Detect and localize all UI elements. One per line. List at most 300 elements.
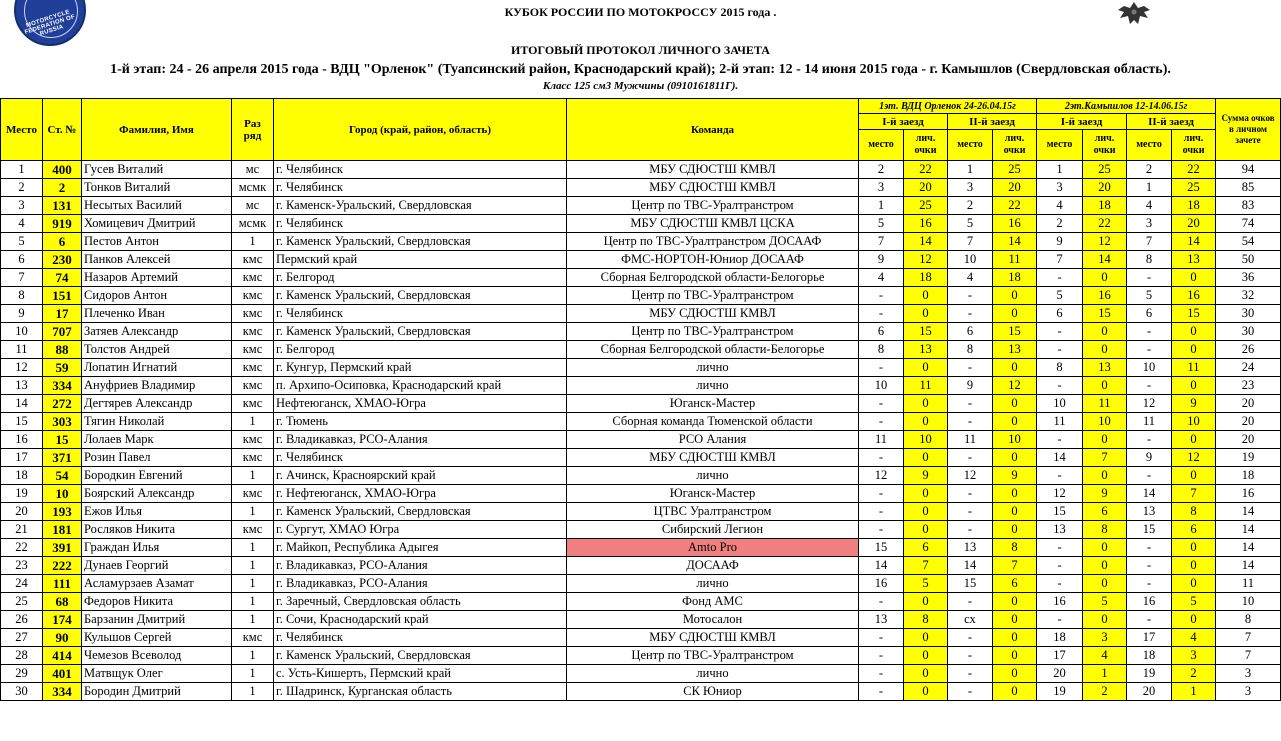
stages-subtitle: 1-й этап: 24 - 26 апреля 2015 года - ВДЦ "Орленок" (Туапсинский район, Краснодарский край); 2-й этап: 12 - 14 июня 2015 года - г. Камышлов (Свердловская область).: [110, 62, 1171, 77]
table-row: [1, 305, 1281, 323]
rider-name-cell: Тонков Виталий: [82, 179, 232, 197]
start-number-cell: 111: [43, 575, 82, 593]
table-row: [1, 665, 1281, 683]
s2r2-pts-cell: 0: [1172, 323, 1216, 341]
sum-cell: 20: [1216, 395, 1281, 413]
s2r2-pos-cell: 3: [1127, 215, 1172, 233]
s2r1-pos-cell: -: [1037, 467, 1083, 485]
table-row: [1, 269, 1281, 287]
rank-cell: 1: [232, 539, 274, 557]
rank-cell: кмс: [232, 287, 274, 305]
s1r2-pos-cell: -: [948, 683, 993, 701]
s1r2-pts-cell: 16: [993, 215, 1037, 233]
s1r2-pts-cell: 11: [993, 251, 1037, 269]
rider-name-cell: Несытых Василий: [82, 197, 232, 215]
s2r1-pos-cell: -: [1037, 431, 1083, 449]
rank-cell: 1: [232, 503, 274, 521]
s1r2-pts-cell: 18: [993, 269, 1037, 287]
s1r2-pos-cell: -: [948, 665, 993, 683]
s2r2-pos-cell: -: [1127, 611, 1172, 629]
s1r1-pts-cell: 0: [904, 305, 948, 323]
s2r1-pos-cell: 6: [1037, 305, 1083, 323]
sum-cell: 85: [1216, 179, 1281, 197]
sum-cell: 14: [1216, 557, 1281, 575]
team-cell: Центр по ТВС-Уралтранстром: [567, 287, 859, 305]
rank-cell: кмс: [232, 251, 274, 269]
s1r1-pts-cell: 0: [904, 503, 948, 521]
place-cell: 25: [1, 593, 43, 611]
table-row: [1, 377, 1281, 395]
s2r2-pos-cell: 12: [1127, 395, 1172, 413]
city-cell: г. Челябинск: [274, 305, 567, 323]
s2r1-pos-cell: -: [1037, 575, 1083, 593]
city-cell: г. Нефтеюганск, ХМАО-Югра: [274, 485, 567, 503]
s1r1-pos-cell: -: [859, 305, 904, 323]
s2r2-pts-cell: 10: [1172, 413, 1216, 431]
team-cell: Сибирский Легион: [567, 521, 859, 539]
rank-cell: кмс: [232, 395, 274, 413]
s2r2-pts-cell: 18: [1172, 197, 1216, 215]
s1r2-pts-cell: 0: [993, 395, 1037, 413]
table-row: [1, 215, 1281, 233]
team-cell: СК Юниор: [567, 683, 859, 701]
col-city: Город (край, район, область): [274, 99, 567, 161]
s2r2-pos-cell: -: [1127, 377, 1172, 395]
place-cell: 9: [1, 305, 43, 323]
s1r1-pos-cell: -: [859, 665, 904, 683]
s1r2-pts-cell: 0: [993, 629, 1037, 647]
team-cell: МБУ СДЮСТШ КМВЛ: [567, 305, 859, 323]
col-s1-run2: II-й заезд: [948, 114, 1037, 130]
s2r1-pts-cell: 0: [1083, 467, 1127, 485]
s1r1-pos-cell: -: [859, 395, 904, 413]
s2r2-pos-cell: 10: [1127, 359, 1172, 377]
s2r2-pos-cell: -: [1127, 467, 1172, 485]
place-cell: 29: [1, 665, 43, 683]
col-place: Место: [1, 99, 43, 161]
s1r2-pts-cell: 9: [993, 467, 1037, 485]
sum-cell: 19: [1216, 449, 1281, 467]
place-cell: 6: [1, 251, 43, 269]
s2r2-pts-cell: 6: [1172, 521, 1216, 539]
start-number-cell: 272: [43, 395, 82, 413]
table-row: [1, 467, 1281, 485]
rank-cell: 1: [232, 593, 274, 611]
table-row: [1, 683, 1281, 701]
sum-cell: 10: [1216, 593, 1281, 611]
s1r1-pts-cell: 18: [904, 269, 948, 287]
start-number-cell: 59: [43, 359, 82, 377]
place-cell: 5: [1, 233, 43, 251]
city-cell: г. Челябинск: [274, 629, 567, 647]
city-cell: г. Сургут, ХМАО Югра: [274, 521, 567, 539]
rank-cell: кмс: [232, 449, 274, 467]
place-cell: 18: [1, 467, 43, 485]
col-sum: Сумма очков в личном зачете: [1216, 99, 1281, 161]
place-cell: 24: [1, 575, 43, 593]
s1r2-pos-cell: -: [948, 503, 993, 521]
city-cell: Пермский край: [274, 251, 567, 269]
col-s2r1-pos: место: [1037, 130, 1083, 161]
place-cell: 1: [1, 161, 43, 179]
team-cell: Центр по ТВС-Уралтранстром ДОСААФ: [567, 233, 859, 251]
s2r1-pos-cell: 13: [1037, 521, 1083, 539]
s2r2-pos-cell: 17: [1127, 629, 1172, 647]
s1r2-pos-cell: сх: [948, 611, 993, 629]
table-row: [1, 485, 1281, 503]
s2r2-pts-cell: 0: [1172, 377, 1216, 395]
s2r1-pts-cell: 8: [1083, 521, 1127, 539]
table-row: [1, 197, 1281, 215]
s1r1-pts-cell: 10: [904, 431, 948, 449]
rank-cell: мс: [232, 161, 274, 179]
rider-name-cell: Панков Алексей: [82, 251, 232, 269]
s1r1-pts-cell: 13: [904, 341, 948, 359]
s2r1-pts-cell: 0: [1083, 377, 1127, 395]
s2r2-pos-cell: 16: [1127, 593, 1172, 611]
col-team: Команда: [567, 99, 859, 161]
place-cell: 28: [1, 647, 43, 665]
s1r2-pts-cell: 0: [993, 485, 1037, 503]
rider-name-cell: Назаров Артемий: [82, 269, 232, 287]
s2r1-pts-cell: 0: [1083, 431, 1127, 449]
s2r2-pts-cell: 22: [1172, 161, 1216, 179]
city-cell: г. Белгород: [274, 269, 567, 287]
team-cell: лично: [567, 377, 859, 395]
team-cell: Сборная команда Тюменской области: [567, 413, 859, 431]
s1r1-pts-cell: 16: [904, 215, 948, 233]
rank-cell: 1: [232, 233, 274, 251]
s2r1-pos-cell: 8: [1037, 359, 1083, 377]
rider-name-cell: Асламурзаев Азамат: [82, 575, 232, 593]
s2r2-pts-cell: 14: [1172, 233, 1216, 251]
s1r1-pos-cell: 10: [859, 377, 904, 395]
s2r2-pts-cell: 5: [1172, 593, 1216, 611]
rank-cell: 1: [232, 611, 274, 629]
s1r2-pts-cell: 20: [993, 179, 1037, 197]
s1r1-pts-cell: 22: [904, 161, 948, 179]
team-cell: Юганск-Мастер: [567, 395, 859, 413]
s1r2-pts-cell: 12: [993, 377, 1037, 395]
city-cell: г. Ачинск, Красноярский край: [274, 467, 567, 485]
team-cell: Центр по ТВС-Уралтранстром: [567, 647, 859, 665]
table-header: [1, 99, 1281, 161]
s2r2-pos-cell: -: [1127, 575, 1172, 593]
table-row: [1, 413, 1281, 431]
place-cell: 16: [1, 431, 43, 449]
s1r1-pts-cell: 14: [904, 233, 948, 251]
s2r2-pos-cell: -: [1127, 431, 1172, 449]
city-cell: п. Архипо-Осиповка, Краснодарский край: [274, 377, 567, 395]
s2r2-pos-cell: -: [1127, 269, 1172, 287]
s1r2-pos-cell: 10: [948, 251, 993, 269]
s1r1-pts-cell: 0: [904, 359, 948, 377]
rank-cell: кмс: [232, 629, 274, 647]
rank-cell: кмс: [232, 269, 274, 287]
table-body: [1, 161, 1281, 701]
col-name: Фамилия, Имя: [82, 99, 232, 161]
team-cell: МБУ СДЮСТШ КМВЛ: [567, 629, 859, 647]
col-s2-run1: I-й заезд: [1037, 114, 1127, 130]
team-cell: МБУ СДЮСТШ КМВЛ: [567, 449, 859, 467]
s1r2-pts-cell: 0: [993, 683, 1037, 701]
s2r2-pos-cell: 15: [1127, 521, 1172, 539]
s1r1-pos-cell: 1: [859, 197, 904, 215]
s2r2-pos-cell: 11: [1127, 413, 1172, 431]
s1r2-pts-cell: 6: [993, 575, 1037, 593]
s1r2-pos-cell: 13: [948, 539, 993, 557]
s1r2-pos-cell: 9: [948, 377, 993, 395]
rank-cell: кмс: [232, 377, 274, 395]
table-row: [1, 359, 1281, 377]
table-row: [1, 539, 1281, 557]
s2r1-pts-cell: 0: [1083, 539, 1127, 557]
col-s2r1-pts: лич. очки: [1083, 130, 1127, 161]
sum-cell: 30: [1216, 305, 1281, 323]
s1r1-pos-cell: -: [859, 413, 904, 431]
s1r2-pts-cell: 0: [993, 413, 1037, 431]
start-number-cell: 54: [43, 467, 82, 485]
s1r2-pts-cell: 0: [993, 503, 1037, 521]
sum-cell: 54: [1216, 233, 1281, 251]
col-s1r1-pts: лич. очки: [904, 130, 948, 161]
s2r2-pts-cell: 7: [1172, 485, 1216, 503]
table-row: [1, 395, 1281, 413]
s2r2-pos-cell: 5: [1127, 287, 1172, 305]
sum-cell: 14: [1216, 539, 1281, 557]
s1r1-pts-cell: 0: [904, 287, 948, 305]
s2r2-pts-cell: 3: [1172, 647, 1216, 665]
s2r1-pos-cell: 1: [1037, 161, 1083, 179]
rider-name-cell: Дегтярев Александр: [82, 395, 232, 413]
s2r2-pos-cell: 18: [1127, 647, 1172, 665]
s1r1-pos-cell: 2: [859, 161, 904, 179]
s1r2-pts-cell: 0: [993, 665, 1037, 683]
city-cell: г. Каменск Уральский, Свердловская: [274, 323, 567, 341]
city-cell: с. Усть-Кишерть, Пермский край: [274, 665, 567, 683]
s1r2-pos-cell: 15: [948, 575, 993, 593]
s1r2-pos-cell: -: [948, 413, 993, 431]
table-row: [1, 161, 1281, 179]
team-cell: лично: [567, 359, 859, 377]
rank-cell: кмс: [232, 323, 274, 341]
s2r2-pos-cell: 2: [1127, 161, 1172, 179]
city-cell: г. Каменск Уральский, Свердловская: [274, 647, 567, 665]
s2r1-pos-cell: 4: [1037, 197, 1083, 215]
place-cell: 7: [1, 269, 43, 287]
team-cell: МБУ СДЮСТШ КМВЛ: [567, 161, 859, 179]
rider-name-cell: Граждан Илья: [82, 539, 232, 557]
s2r2-pos-cell: 4: [1127, 197, 1172, 215]
col-s1r1-pos: место: [859, 130, 904, 161]
city-cell: г. Белгород: [274, 341, 567, 359]
rank-cell: 1: [232, 575, 274, 593]
city-cell: г. Тюмень: [274, 413, 567, 431]
start-number-cell: 181: [43, 521, 82, 539]
col-start-no: Ст. №: [43, 99, 82, 161]
place-cell: 30: [1, 683, 43, 701]
rider-name-cell: Барзанин Дмитрий: [82, 611, 232, 629]
s1r1-pos-cell: -: [859, 449, 904, 467]
col-s1-run1: I-й заезд: [859, 114, 948, 130]
start-number-cell: 174: [43, 611, 82, 629]
city-cell: г. Кунгур, Пермский край: [274, 359, 567, 377]
s1r2-pos-cell: -: [948, 305, 993, 323]
s2r1-pts-cell: 0: [1083, 557, 1127, 575]
s2r2-pts-cell: 25: [1172, 179, 1216, 197]
s1r1-pts-cell: 11: [904, 377, 948, 395]
s2r2-pts-cell: 8: [1172, 503, 1216, 521]
sum-cell: 36: [1216, 269, 1281, 287]
table-row: [1, 323, 1281, 341]
rider-name-cell: Гусев Виталий: [82, 161, 232, 179]
start-number-cell: 131: [43, 197, 82, 215]
s1r1-pos-cell: 15: [859, 539, 904, 557]
start-number-cell: 400: [43, 161, 82, 179]
place-cell: 23: [1, 557, 43, 575]
s1r2-pos-cell: -: [948, 647, 993, 665]
sum-cell: 23: [1216, 377, 1281, 395]
city-cell: г. Каменск-Уральский, Свердловская: [274, 197, 567, 215]
rider-name-cell: Матвщук Олег: [82, 665, 232, 683]
table-row: [1, 647, 1281, 665]
results-table: [0, 98, 1281, 701]
s2r2-pos-cell: 8: [1127, 251, 1172, 269]
sum-cell: 18: [1216, 467, 1281, 485]
s1r2-pts-cell: 7: [993, 557, 1037, 575]
sum-cell: 7: [1216, 647, 1281, 665]
col-s2r2-pos: место: [1127, 130, 1172, 161]
s1r2-pos-cell: -: [948, 449, 993, 467]
s1r1-pos-cell: 14: [859, 557, 904, 575]
s1r2-pos-cell: -: [948, 629, 993, 647]
s2r2-pts-cell: 16: [1172, 287, 1216, 305]
s1r2-pts-cell: 0: [993, 449, 1037, 467]
team-cell: Центр по ТВС-Уралтранстром: [567, 323, 859, 341]
rider-name-cell: Тягин Николай: [82, 413, 232, 431]
s2r1-pts-cell: 4: [1083, 647, 1127, 665]
city-cell: г. Каменск Уральский, Свердловская: [274, 503, 567, 521]
s2r2-pts-cell: 13: [1172, 251, 1216, 269]
sum-cell: 32: [1216, 287, 1281, 305]
s1r2-pos-cell: -: [948, 485, 993, 503]
s2r2-pts-cell: 0: [1172, 269, 1216, 287]
s2r1-pos-cell: 11: [1037, 413, 1083, 431]
s2r1-pos-cell: 14: [1037, 449, 1083, 467]
city-cell: г. Владикавказ, РСО-Алания: [274, 575, 567, 593]
rider-name-cell: Дунаев Георгий: [82, 557, 232, 575]
rank-cell: 1: [232, 557, 274, 575]
s1r2-pos-cell: 14: [948, 557, 993, 575]
sum-cell: 50: [1216, 251, 1281, 269]
s2r1-pts-cell: 20: [1083, 179, 1127, 197]
s2r2-pts-cell: 0: [1172, 467, 1216, 485]
s1r2-pts-cell: 10: [993, 431, 1037, 449]
start-number-cell: 151: [43, 287, 82, 305]
s2r2-pts-cell: 2: [1172, 665, 1216, 683]
s2r2-pts-cell: 11: [1172, 359, 1216, 377]
s2r2-pos-cell: -: [1127, 539, 1172, 557]
rider-name-cell: Плеченко Иван: [82, 305, 232, 323]
city-cell: г. Заречный, Свердловская область: [274, 593, 567, 611]
start-number-cell: 707: [43, 323, 82, 341]
s1r1-pts-cell: 0: [904, 593, 948, 611]
city-cell: г. Каменск Уральский, Свердловская: [274, 233, 567, 251]
s2r1-pts-cell: 3: [1083, 629, 1127, 647]
s1r1-pos-cell: -: [859, 683, 904, 701]
s1r2-pos-cell: 1: [948, 161, 993, 179]
s1r2-pos-cell: 8: [948, 341, 993, 359]
table-row: [1, 431, 1281, 449]
start-number-cell: 414: [43, 647, 82, 665]
rank-cell: кмс: [232, 521, 274, 539]
s2r1-pos-cell: -: [1037, 341, 1083, 359]
place-cell: 13: [1, 377, 43, 395]
start-number-cell: 303: [43, 413, 82, 431]
s1r1-pos-cell: 6: [859, 323, 904, 341]
table-row: [1, 557, 1281, 575]
table-row: [1, 233, 1281, 251]
rank-cell: мсмк: [232, 179, 274, 197]
s1r2-pts-cell: 14: [993, 233, 1037, 251]
s2r2-pos-cell: -: [1127, 557, 1172, 575]
s1r2-pos-cell: 12: [948, 467, 993, 485]
team-cell: Мотосалон: [567, 611, 859, 629]
sum-cell: 14: [1216, 521, 1281, 539]
s2r2-pts-cell: 0: [1172, 611, 1216, 629]
logo-ring-text: MOTORCYCLE FEDERATION OF RUSSIA: [24, 9, 76, 38]
s2r1-pos-cell: 20: [1037, 665, 1083, 683]
table-row: [1, 593, 1281, 611]
sum-cell: 3: [1216, 665, 1281, 683]
s1r1-pos-cell: 5: [859, 215, 904, 233]
rider-name-cell: Лопатин Игнатий: [82, 359, 232, 377]
table-row: [1, 449, 1281, 467]
s1r1-pos-cell: -: [859, 503, 904, 521]
s2r1-pts-cell: 15: [1083, 305, 1127, 323]
team-cell: Юганск-Мастер: [567, 485, 859, 503]
s2r2-pts-cell: 20: [1172, 215, 1216, 233]
place-cell: 4: [1, 215, 43, 233]
start-number-cell: 74: [43, 269, 82, 287]
team-cell: МБУ СДЮСТШ КМВЛ: [567, 179, 859, 197]
place-cell: 26: [1, 611, 43, 629]
city-cell: г. Челябинск: [274, 215, 567, 233]
s1r1-pts-cell: 0: [904, 629, 948, 647]
s1r2-pts-cell: 0: [993, 305, 1037, 323]
s2r1-pos-cell: 3: [1037, 179, 1083, 197]
city-cell: г. Каменск Уральский, Свердловская: [274, 287, 567, 305]
s1r1-pts-cell: 5: [904, 575, 948, 593]
rank-cell: 1: [232, 683, 274, 701]
sum-cell: 24: [1216, 359, 1281, 377]
s2r1-pts-cell: 0: [1083, 611, 1127, 629]
s1r2-pos-cell: -: [948, 287, 993, 305]
s1r2-pts-cell: 25: [993, 161, 1037, 179]
s1r2-pos-cell: 7: [948, 233, 993, 251]
s1r1-pts-cell: 0: [904, 647, 948, 665]
rider-name-cell: Ежов Илья: [82, 503, 232, 521]
rank-cell: мсмк: [232, 215, 274, 233]
s1r1-pos-cell: 8: [859, 341, 904, 359]
place-cell: 21: [1, 521, 43, 539]
table-row: [1, 179, 1281, 197]
rider-name-cell: Бородкин Евгений: [82, 467, 232, 485]
s1r2-pts-cell: 13: [993, 341, 1037, 359]
team-cell: ЦТВС Уралтранстром: [567, 503, 859, 521]
s1r1-pts-cell: 9: [904, 467, 948, 485]
s1r2-pts-cell: 0: [993, 593, 1037, 611]
